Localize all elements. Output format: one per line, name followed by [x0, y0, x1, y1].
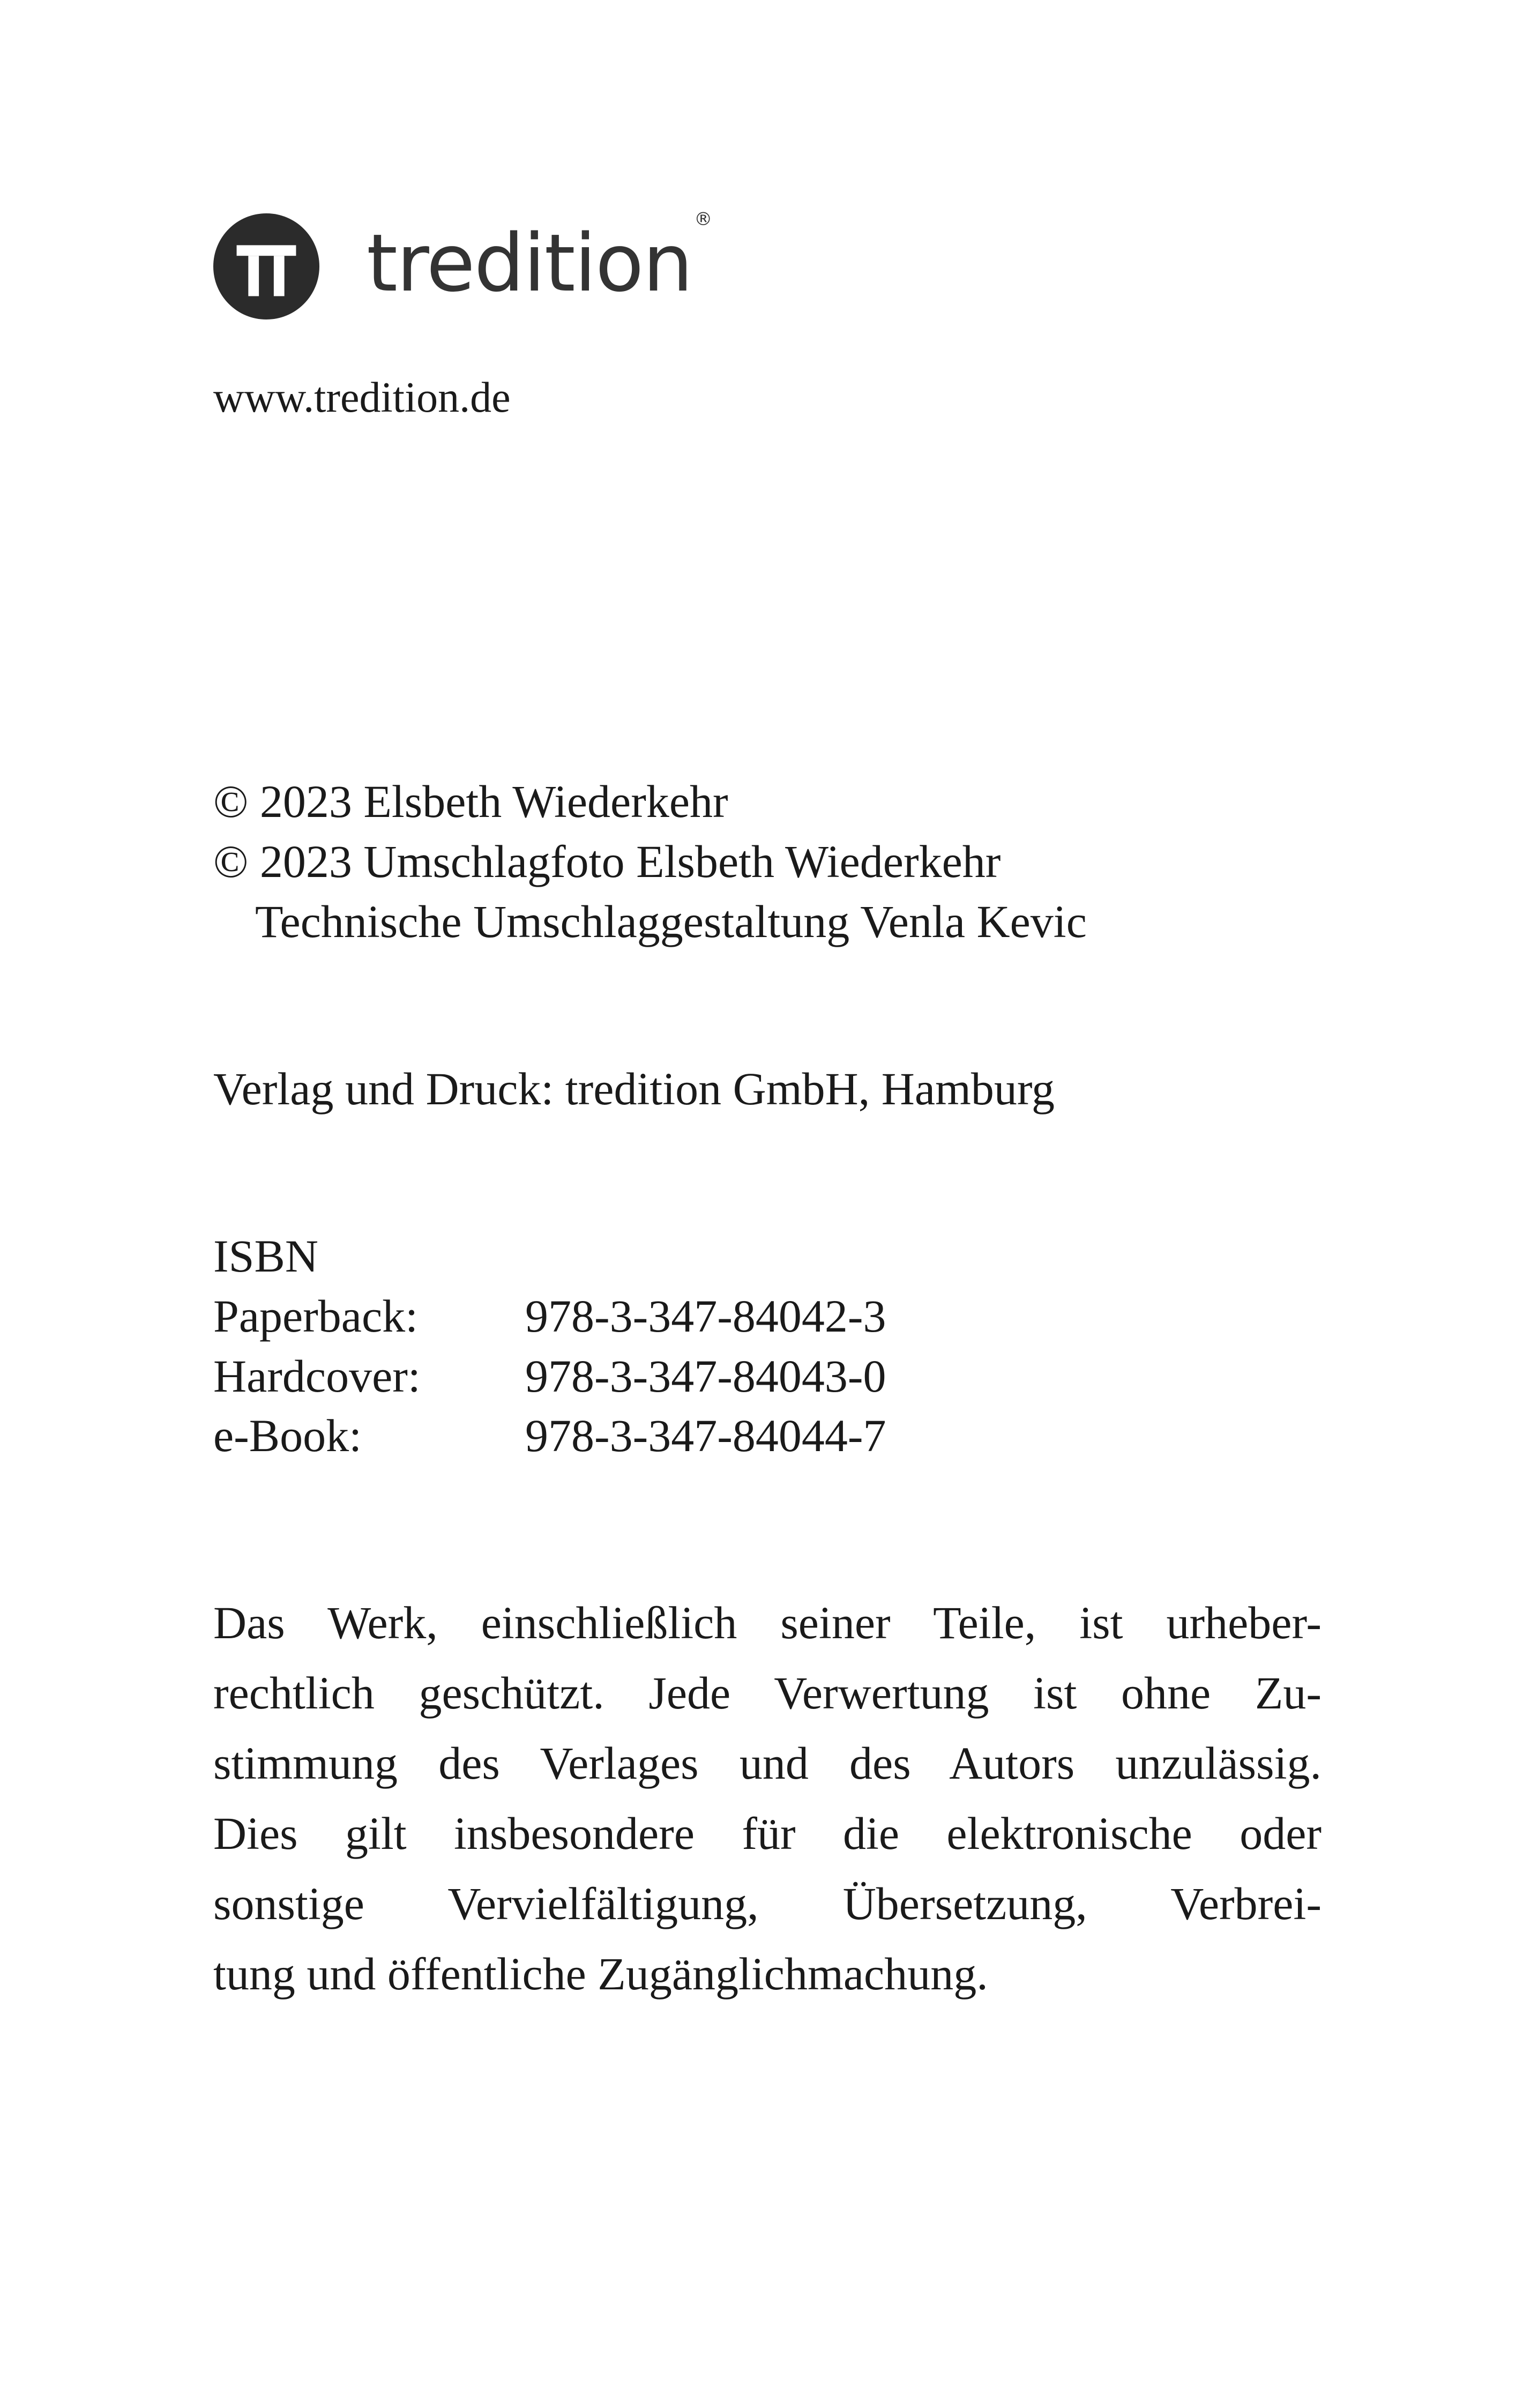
isbn-block	[213, 1227, 886, 1466]
notice-line: sonstige Vervielfältigung, Übersetzung, Verbrei-	[213, 1878, 1322, 1929]
isbn-row	[213, 1287, 886, 1347]
isbn-value: 978-3-347-84043-0	[525, 1350, 886, 1402]
notice-line: Das Werk, einschließlich seiner Teile, ist urheber-	[213, 1597, 1322, 1648]
isbn-row	[213, 1406, 886, 1466]
copyright-notice	[213, 1588, 1322, 2009]
isbn-heading: ISBN	[213, 1230, 318, 1282]
isbn-value: 978-3-347-84042-3	[525, 1290, 886, 1342]
isbn-value: 978-3-347-84044-7	[525, 1410, 886, 1462]
isbn-row	[213, 1347, 886, 1407]
isbn-label: Hardcover:	[213, 1350, 421, 1402]
notice-line: rechtlich geschützt. Jede Verwertung ist ohne Zu-	[213, 1667, 1322, 1719]
publisher-line: Verlag und Druck: tredition GmbH, Hamburg	[213, 1063, 1055, 1114]
registered-mark: ®	[694, 209, 713, 230]
logo-wordmark: tredition	[367, 217, 692, 309]
notice-line: Dies gilt insbesondere für die elektronische oder	[213, 1808, 1322, 1859]
copyright-block	[213, 772, 1087, 952]
isbn-label: Paperback:	[213, 1290, 419, 1342]
copyright-cover-photo: © 2023 Umschlagfoto Elsbeth Wiederkehr	[213, 835, 1001, 887]
notice-line: tung und öffentliche Zugänglichmachung.	[213, 1948, 988, 2000]
cover-design-credit: Technische Umschlaggestaltung Venla Kevic	[255, 895, 1087, 947]
tredition-logo-icon	[213, 213, 319, 319]
isbn-label: e-Book:	[213, 1410, 362, 1462]
notice-line: stimmung des Verlages und des Autors unzulässig.	[213, 1737, 1322, 1789]
copyright-author: © 2023 Elsbeth Wiederkehr	[213, 776, 728, 827]
website-url: www.tredition.de	[213, 374, 511, 421]
tredition-logo	[213, 209, 713, 319]
